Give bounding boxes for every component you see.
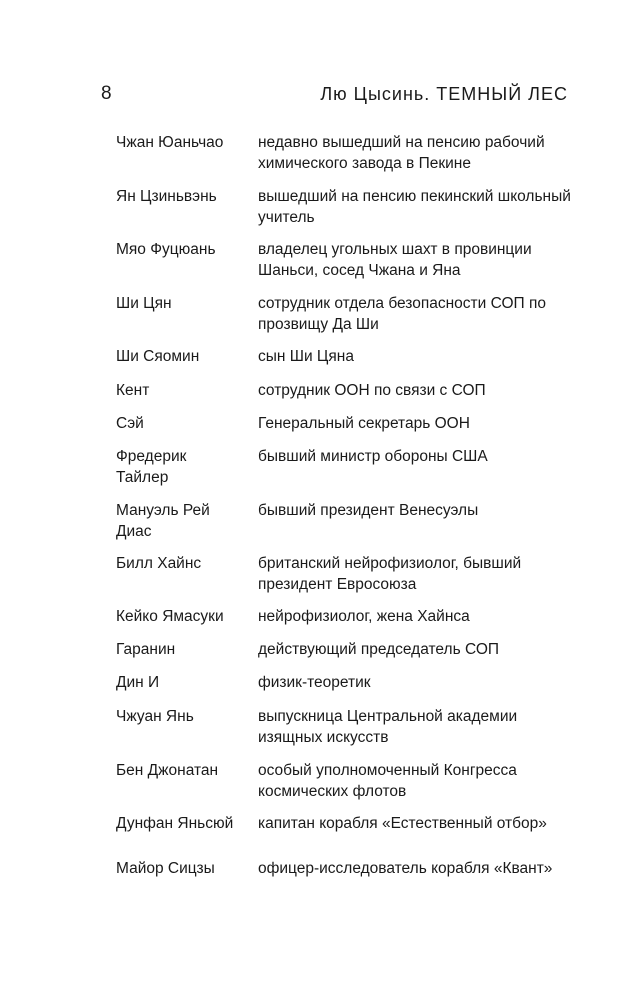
character-description: бывший президент Венесуэлы (258, 502, 479, 519)
character-description: Генеральный секретарь ООН (258, 415, 470, 432)
character-description: особый уполномоченный Конгресса космических флотов (258, 762, 517, 800)
character-description: сотрудник отдела безопасности СОП по прозвищу Да Ши (258, 295, 546, 333)
character-description: офицер-исследователь корабля «Квант» (258, 860, 553, 877)
character-description: выпускница Центральной академии изящных искусств (258, 708, 518, 746)
character-name: Ян Цзиньвэнь (116, 188, 217, 205)
character-description: владелец угольных шахт в провинции Шаньси, сосед Чжана и Яна (258, 241, 532, 279)
character-description: сотрудник ООН по связи с СОП (258, 382, 486, 399)
character-name: Майор Сицзы (116, 860, 215, 877)
character-name: Мяо Фуцюань (116, 241, 216, 258)
character-name: Чжан Юаньчао (116, 134, 224, 151)
character-name: Дунфан Яньсюй (116, 815, 234, 832)
character-description: недавно вышедший на пенсию рабочий химического завода в Пекине (258, 134, 545, 172)
character-description: физик-теоретик (258, 674, 371, 691)
character-name: Сэй (116, 415, 144, 432)
character-name: Дин И (116, 674, 160, 691)
character-description: британский нейрофизиолог, бывший президент Евросоюза (258, 555, 522, 593)
character-description: бывший министр обороны США (258, 448, 488, 465)
character-name: Гаранин (116, 641, 176, 658)
character-name: Мануэль Рей Диас (116, 502, 210, 540)
character-name: Фредерик Тайлер (116, 448, 187, 486)
character-name: Ши Цян (116, 295, 172, 312)
character-name: Кейко Ямасуки (116, 608, 224, 625)
character-name: Чжуан Янь (116, 708, 194, 725)
character-name: Кент (116, 382, 150, 399)
character-name: Бен Джонатан (116, 762, 219, 779)
character-description: вышедший на пенсию пекинский школьный учитель (258, 188, 571, 226)
character-description: сын Ши Цяна (258, 348, 354, 365)
character-description: капитан корабля «Естественный отбор» (258, 815, 547, 832)
character-description: действующий председатель СОП (258, 641, 500, 658)
character-name: Билл Хайнс (116, 555, 202, 572)
character-name: Ши Сяомин (116, 348, 200, 365)
running-header: Лю Цысинь. ТЕМНЫЙ ЛЕС (320, 84, 568, 104)
character-description: нейрофизиолог, жена Хайнса (258, 608, 470, 625)
page-number: 8 (101, 83, 113, 104)
